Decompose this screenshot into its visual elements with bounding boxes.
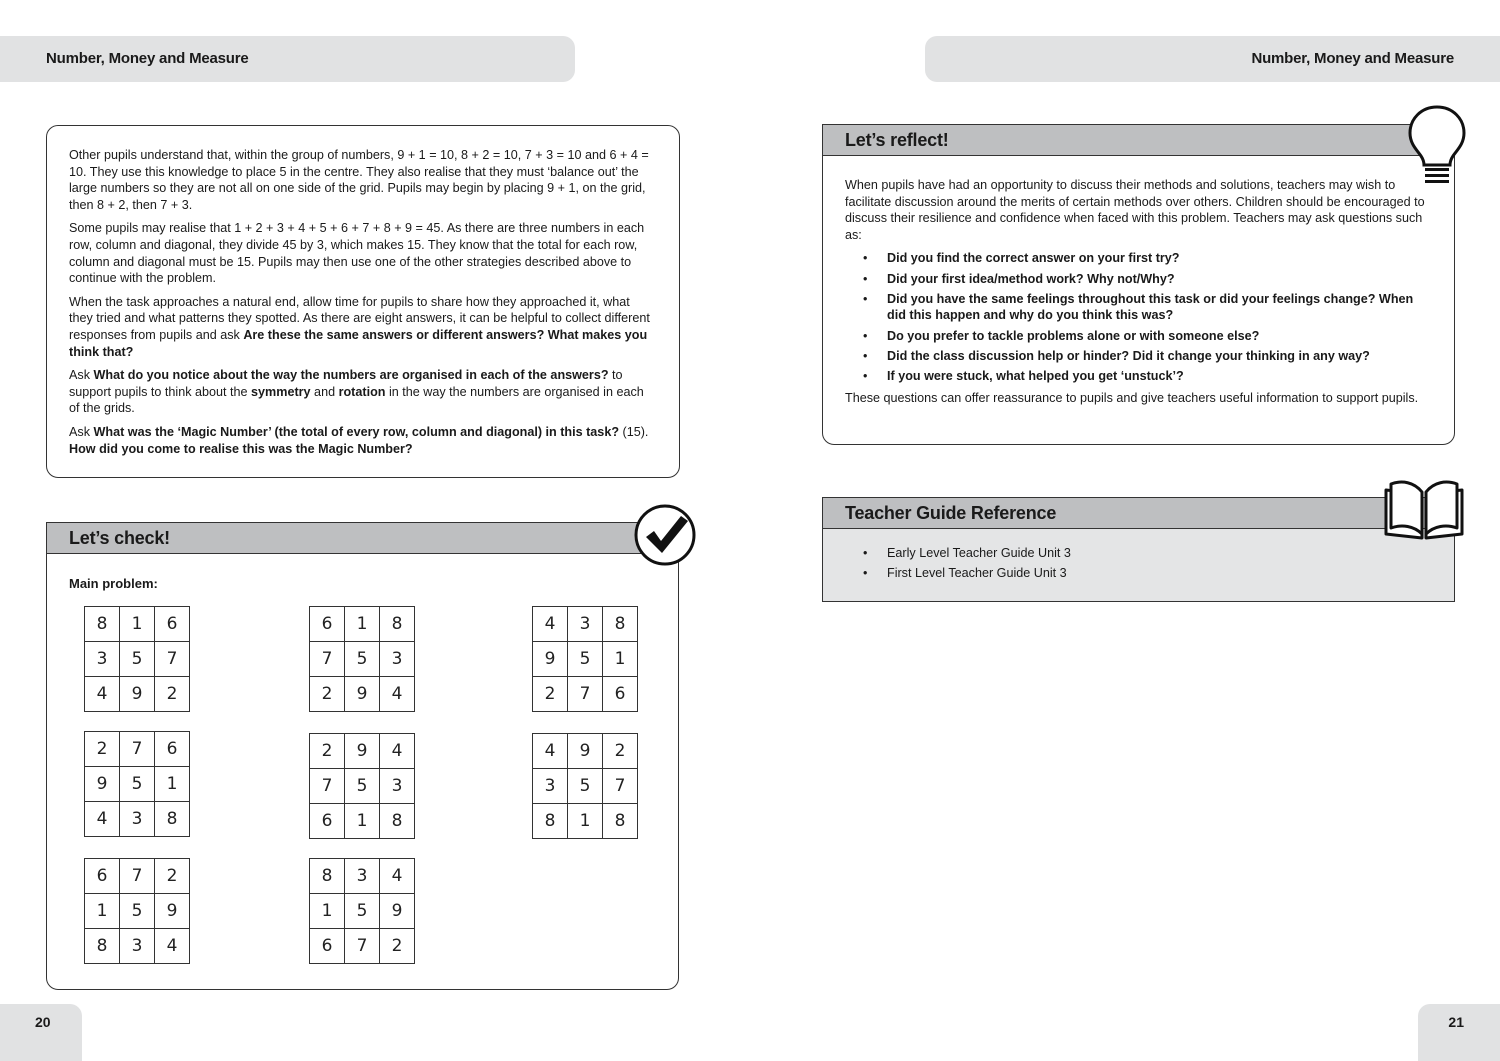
grid-cell: 7 [120, 859, 155, 894]
grid-cell: 3 [85, 642, 120, 677]
grid-row [85, 642, 190, 677]
magic-square-grid [532, 733, 638, 839]
grid-cell: 2 [155, 859, 190, 894]
grid-row [85, 607, 190, 642]
grid-row [85, 732, 190, 767]
teacher-guide-item: • Early Level Teacher Guide Unit 3 [845, 545, 1071, 562]
grid-cell: 7 [155, 642, 190, 677]
grid-cell: 8 [603, 804, 638, 839]
grid-cell: 4 [380, 677, 415, 712]
grid-cell: 8 [533, 804, 568, 839]
strategy-paragraph-5: Ask What was the ‘Magic Number’ (the total of every row, column and diagonal) in this task? (15). How did you come to realise this was the Magic Number? [69, 424, 649, 456]
lets-check-title: Let’s check! [69, 528, 170, 548]
grid-cell: 5 [568, 642, 603, 677]
grid-cell: 6 [310, 607, 345, 642]
grid-row [310, 804, 415, 839]
grid-row [310, 607, 415, 642]
magic-square-grid [309, 733, 415, 839]
grid-cell: 3 [380, 642, 415, 677]
magic-square-grid [309, 858, 415, 964]
grid-cell: 5 [120, 642, 155, 677]
left-page-number-tab [0, 1004, 82, 1061]
grid-cell: 7 [310, 642, 345, 677]
grid-row [310, 734, 415, 769]
left-page-header [0, 36, 575, 82]
grid-cell: 2 [533, 677, 568, 712]
grid-cell: 6 [310, 804, 345, 839]
grid-cell: 1 [120, 607, 155, 642]
grid-row [85, 767, 190, 802]
grid-row [533, 769, 638, 804]
grid-row [533, 607, 638, 642]
grid-cell: 6 [85, 859, 120, 894]
magic-square-grid [84, 731, 190, 837]
grid-row [310, 677, 415, 712]
lets-reflect-title: Let’s reflect! [845, 130, 949, 150]
left-header-title: Number, Money and Measure [46, 50, 249, 67]
grid-row [310, 894, 415, 929]
magic-square-grid [532, 606, 638, 712]
grid-cell: 5 [120, 894, 155, 929]
grid-cell: 3 [120, 929, 155, 964]
grid-cell: 9 [568, 734, 603, 769]
magic-square-grid [309, 606, 415, 712]
grid-cell: 1 [345, 804, 380, 839]
grid-cell: 8 [603, 607, 638, 642]
strategies-box [46, 125, 680, 478]
grid-cell: 8 [85, 607, 120, 642]
right-page-number: 21 [1448, 1014, 1464, 1030]
magic-square-grid [84, 606, 190, 712]
grid-cell: 2 [380, 929, 415, 964]
teacher-guide-header [823, 498, 1454, 529]
grid-row [533, 677, 638, 712]
strategy-paragraph-4: Ask What do you notice about the way the numbers are organised in each of the answers? to support pupils to think about the symmetry and rotation in the way the numbers are organised in each of the grids. [69, 368, 644, 416]
grid-row [85, 677, 190, 712]
right-page-number-tab [1418, 1004, 1500, 1061]
grid-cell: 5 [345, 642, 380, 677]
grid-cell: 2 [603, 734, 638, 769]
reflect-question: • If you were stuck, what helped you get ‘unstuck’? [845, 368, 1435, 385]
grid-row [85, 802, 190, 837]
grid-row [310, 642, 415, 677]
grid-cell: 3 [533, 769, 568, 804]
lets-reflect-body [845, 177, 1435, 413]
grid-row [310, 859, 415, 894]
grid-cell: 3 [568, 607, 603, 642]
grid-row [533, 804, 638, 839]
grid-cell: 4 [85, 677, 120, 712]
grid-cell: 1 [155, 767, 190, 802]
grid-cell: 4 [380, 734, 415, 769]
grid-cell: 1 [603, 642, 638, 677]
grid-cell: 6 [155, 607, 190, 642]
grid-cell: 5 [345, 894, 380, 929]
grid-row [533, 642, 638, 677]
lets-reflect-panel [822, 124, 1455, 445]
grid-cell: 3 [380, 769, 415, 804]
reflect-question: • Did you find the correct answer on your first try? [845, 250, 1435, 267]
grid-cell: 1 [85, 894, 120, 929]
grid-cell: 8 [380, 607, 415, 642]
teacher-guide-list [845, 545, 1071, 585]
grid-cell: 8 [380, 804, 415, 839]
grid-cell: 9 [345, 677, 380, 712]
grid-cell: 4 [533, 734, 568, 769]
grid-cell: 4 [85, 802, 120, 837]
grid-cell: 5 [345, 769, 380, 804]
grid-cell: 9 [155, 894, 190, 929]
grid-cell: 7 [345, 929, 380, 964]
grid-row [533, 734, 638, 769]
right-header-title: Number, Money and Measure [1251, 50, 1454, 67]
reflect-question: • Did you have the same feelings throughout this task or did your feelings change? When did this happen and why do you think this was? [845, 291, 1435, 324]
teacher-guide-title: Teacher Guide Reference [845, 503, 1057, 523]
grid-cell: 8 [85, 929, 120, 964]
grid-cell: 9 [533, 642, 568, 677]
strategy-paragraph-3: When the task approaches a natural end, allow time for pupils to share how they approached it, what they tried and what patterns they spotted. As there are eight answers, it can be helpful to collect different responses from pupils and ask Are these the same answers or different answers? What makes you think that? [69, 294, 650, 359]
grid-cell: 1 [568, 804, 603, 839]
grid-cell: 6 [310, 929, 345, 964]
magic-square-grid [84, 858, 190, 964]
grid-cell: 4 [155, 929, 190, 964]
lets-check-panel [46, 522, 679, 990]
reflect-question: • Did your first idea/method work? Why not/Why? [845, 271, 1435, 288]
reflect-questions [845, 250, 1435, 384]
grid-row [85, 859, 190, 894]
teacher-guide-item: • First Level Teacher Guide Unit 3 [845, 565, 1071, 582]
grid-cell: 1 [345, 607, 380, 642]
grid-cell: 9 [120, 677, 155, 712]
reflect-outro: These questions can offer reassurance to pupils and give teachers useful information to support pupils. [845, 390, 1419, 405]
grid-row [85, 929, 190, 964]
grid-cell: 5 [120, 767, 155, 802]
strategy-paragraph-2: Some pupils may realise that 1 + 2 + 3 + 4 + 5 + 6 + 7 + 8 + 9 = 45. As there are three numbers in each row, column and diagonal, they divide 45 by 3, which makes 15. They know that the total for each row, column and diagonal must be 15. Pupils may then use one of the other strategies described above to continue with the problem. [69, 221, 645, 286]
grid-cell: 7 [568, 677, 603, 712]
left-page-number: 20 [35, 1014, 51, 1030]
grid-cell: 5 [568, 769, 603, 804]
lightbulb-icon [1406, 104, 1468, 184]
grid-cell: 8 [155, 802, 190, 837]
grid-cell: 9 [380, 894, 415, 929]
reflect-question: • Did the class discussion help or hinder? Did it change your thinking in any way? [845, 348, 1435, 365]
grid-cell: 2 [155, 677, 190, 712]
strategy-paragraph-1: Other pupils understand that, within the group of numbers, 9 + 1 = 10, 8 + 2 = 10, 7 + 3 = 10 and 6 + 4 = 10. They use this knowledge to place 5 in the centre. They also realise that they must ‘balance out’ the large numbers so they are not all on one side of the grid. Pupils may begin by placing 9 + 1, on the grid, then 8 + 2, then 7 + 3. [69, 148, 649, 212]
teacher-guide-panel [822, 497, 1455, 602]
grid-row [85, 894, 190, 929]
grid-cell: 7 [120, 732, 155, 767]
lets-reflect-header [823, 125, 1454, 156]
grid-cell: 3 [120, 802, 155, 837]
grid-cell: 9 [85, 767, 120, 802]
grid-cell: 7 [603, 769, 638, 804]
grid-row [310, 769, 415, 804]
grid-cell: 4 [380, 859, 415, 894]
grid-cell: 2 [310, 677, 345, 712]
grid-cell: 7 [310, 769, 345, 804]
checkmark-circle-icon [633, 503, 697, 567]
open-book-icon [1382, 476, 1466, 542]
grid-cell: 8 [310, 859, 345, 894]
grid-cell: 2 [85, 732, 120, 767]
right-page-header [925, 36, 1500, 82]
grid-cell: 6 [155, 732, 190, 767]
main-problem-label: Main problem: [69, 576, 158, 591]
grid-cell: 1 [310, 894, 345, 929]
grid-cell: 9 [345, 734, 380, 769]
reflect-intro: When pupils have had an opportunity to discuss their methods and solutions, teachers may wish to facilitate discussion around the merits of certain methods over others. Children should be encouraged to discuss their resilience and confidence when faced with this problem. Teachers may ask questions such as: [845, 178, 1425, 242]
grid-cell: 6 [603, 677, 638, 712]
grid-row [310, 929, 415, 964]
grid-cell: 4 [533, 607, 568, 642]
grid-cell: 3 [345, 859, 380, 894]
reflect-question: • Do you prefer to tackle problems alone or with someone else? [845, 328, 1435, 345]
lets-check-header [47, 523, 678, 554]
grid-cell: 2 [310, 734, 345, 769]
